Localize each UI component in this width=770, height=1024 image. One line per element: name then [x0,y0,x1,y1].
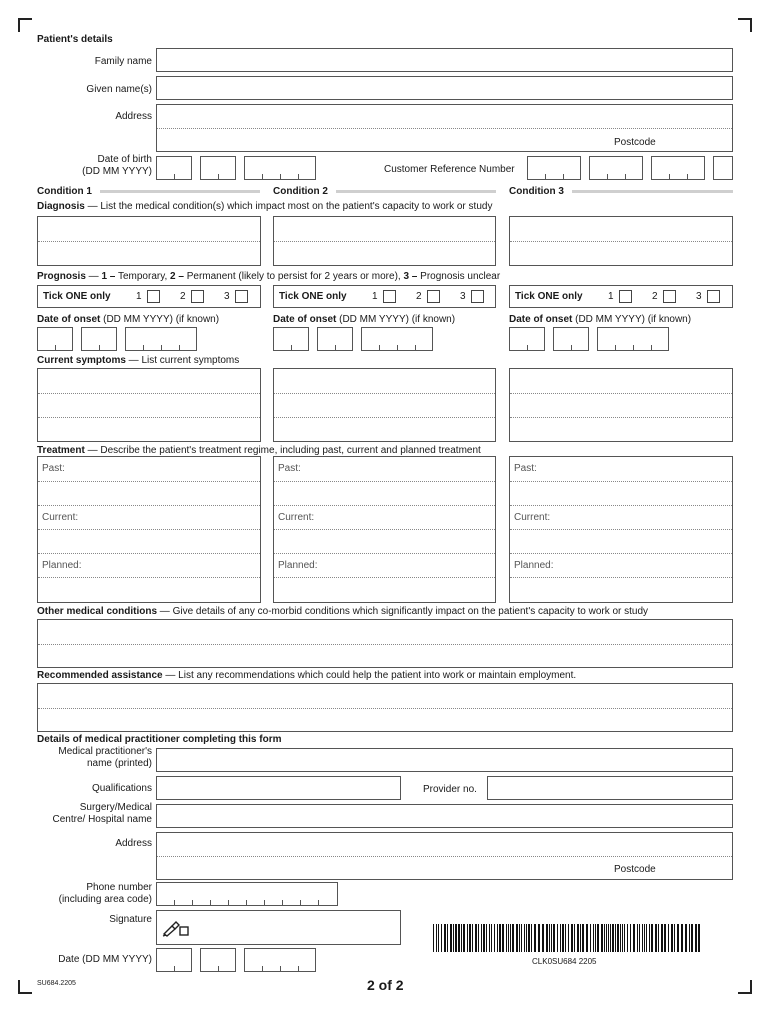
crn-field-1[interactable] [527,156,581,180]
barcode-bar [604,924,605,952]
prognosis-3-checkbox-3[interactable] [707,290,720,303]
recommended-field[interactable] [37,683,733,732]
prognosis-2-checkbox-1[interactable] [383,290,396,303]
barcode-bar [467,924,468,952]
prognosis-1-checkbox-3[interactable] [235,290,248,303]
barcode-bar [483,924,485,952]
barcode-bar [664,924,666,952]
barcode-bar [557,924,558,952]
barcode-bar [508,924,509,952]
diagnosis-title: Diagnosis [37,201,85,212]
surgery-field[interactable] [156,804,733,828]
treatment-current-label: Current: [278,512,315,523]
tick-option-2-label: 2 [652,291,658,302]
barcode-bar [491,924,492,952]
barcode-bar [521,924,522,952]
barcode-bar [642,924,643,952]
tick-one-label: Tick ONE only [279,291,347,302]
prognosis-tick-group-3 [509,285,733,308]
onset-2-day-field[interactable] [273,327,309,351]
barcode-bar [691,924,693,952]
barcode-bar [481,924,482,952]
barcode-bar [534,924,536,952]
diagnosis-field-1[interactable] [37,216,261,266]
barcode-bar [608,924,609,952]
dob-label [37,154,152,178]
barcode-bar [549,924,550,952]
barcode-bar [542,924,544,952]
treatment-past-label: Past: [278,463,301,474]
barcode-bar [444,924,446,952]
prognosis-title: Prognosis [37,271,86,282]
page-number: 2 of 2 [367,977,404,993]
given-names-label: Given name(s) [86,84,152,95]
practitioner-date-label: Date (DD MM YYYY) [58,954,152,965]
barcode-bar [580,924,581,952]
barcode-bar [441,924,442,952]
signature-field[interactable] [156,910,401,945]
recommended-instruction [37,670,576,681]
phone-label [30,882,152,906]
barcode-bar [677,924,679,952]
symptoms-instruction [37,355,239,366]
barcode-bar [453,924,454,952]
barcode-bar [463,924,465,952]
prognosis-instruction [37,271,500,282]
barcode-bar [568,924,569,952]
barcode-bar [651,924,653,952]
barcode-bar [494,924,495,952]
prognosis-tick-group-1 [37,285,261,308]
treatment-field-2[interactable] [273,456,496,603]
postcode-label: Postcode [614,137,656,148]
diagnosis-field-2[interactable] [273,216,496,266]
barcode-bar [674,924,675,952]
barcode-text: CLK0SU684 2205 [532,957,597,966]
barcode-bar [450,924,452,952]
onset-2-month-field[interactable] [317,327,353,351]
onset-desc: (DD MM YYYY) (if known) [572,314,692,325]
prognosis-sep: — [85,271,102,282]
barcode-bar [461,924,462,952]
pen-writing-icon [162,919,190,940]
barcode-bar [646,924,647,952]
corner-mark-bottom-left [18,980,32,994]
symptoms-field-1[interactable] [37,368,261,442]
prognosis-t1: Temporary, [115,271,171,282]
qualifications-label: Qualifications [91,783,152,794]
diagnosis-field-3[interactable] [509,216,733,266]
practitioner-postcode-label: Postcode [614,864,656,875]
recommended-title: Recommended assistance [37,670,163,681]
onset-1-month-field[interactable] [81,327,117,351]
dob-year-field[interactable] [244,156,316,180]
recommended-desc: — List any recommendations which could help the patient into work or maintain employment. [162,670,577,681]
diagnosis-instruction [37,201,492,212]
surgery-label [30,802,152,826]
phone-field[interactable] [156,882,338,906]
onset-title: Date of onset [273,314,337,325]
prognosis-t3: Prognosis unclear [417,271,501,282]
dob-month-field[interactable] [200,156,236,180]
treatment-current-label: Current: [42,512,79,523]
tick-option-2-label: 2 [416,291,422,302]
barcode-bar [597,924,599,952]
practitioner-address-label: Address [115,838,152,849]
surgery-label-line1: Surgery/Medical [79,802,152,813]
barcode-bar [622,924,623,952]
dob-label-line1: Date of birth [97,154,152,165]
barcode-bar [528,924,530,952]
barcode-bar [526,924,527,952]
symptoms-title: Current symptoms [37,355,126,366]
barcode-bar [458,924,460,952]
practitioner-name-label-line1: Medical practitioner's [58,746,152,757]
barcode-bar [615,924,616,952]
barcode-bar [606,924,607,952]
barcode-bar [695,924,697,952]
treatment-desc: — Describe the patient's treatment regime, including past, current and planned treatment [84,445,481,456]
barcode-bar [519,924,520,952]
treatment-title: Treatment [37,445,85,456]
surgery-label-line2: Centre/ Hospital name [52,814,152,825]
practitioner-date-day-field[interactable] [156,948,192,972]
barcode-bar [469,924,471,952]
barcode-bar [689,924,690,952]
onset-3-year-field[interactable] [597,327,669,351]
corner-mark-bottom-right [738,980,752,994]
barcode-bar [577,924,579,952]
onset-1-day-field[interactable] [37,327,73,351]
condition-2-rule [336,190,496,193]
treatment-current-label: Current: [514,512,551,523]
barcode-bar [658,924,659,952]
prognosis-1-checkbox-1[interactable] [147,290,160,303]
barcode-bar [698,924,700,952]
barcode-bar [502,924,504,952]
prognosis-2-checkbox-2[interactable] [427,290,440,303]
barcode-bar [436,924,437,952]
crn-label: Customer Reference Number [384,164,515,175]
barcode-bar [499,924,501,952]
barcode-bar [531,924,532,952]
prognosis-n3: 3 – [403,271,418,282]
prognosis-1-checkbox-2[interactable] [191,290,204,303]
barcode-bar [565,924,566,952]
treatment-past-label: Past: [42,463,65,474]
onset-3-month-field[interactable] [553,327,589,351]
barcode-bar [649,924,650,952]
symptoms-desc: — List current symptoms [125,355,240,366]
tick-option-1-label: 1 [372,291,378,302]
barcode-bar [455,924,457,952]
treatment-planned-label: Planned: [278,560,318,571]
barcode-bar [586,924,588,952]
barcode-bar [627,924,628,952]
condition-3-header: Condition 3 [509,186,564,197]
onset-desc: (DD MM YYYY) (if known) [100,314,220,325]
prognosis-3-checkbox-1[interactable] [619,290,632,303]
prognosis-2-checkbox-3[interactable] [471,290,484,303]
barcode-icon [433,924,703,952]
tick-option-3-label: 3 [696,291,702,302]
treatment-planned-label: Planned: [514,560,554,571]
treatment-planned-label: Planned: [42,560,82,571]
prognosis-t2: Permanent (likely to persist for 2 years or more), [183,271,404,282]
diagnosis-desc: — List the medical condition(s) which impact most on the patient's capacity to work or study [84,201,493,212]
barcode-bar [593,924,594,952]
signature-label: Signature [109,914,152,925]
practitioner-heading: Details of medical practitioner completing this form [37,734,282,745]
practitioner-name-field[interactable] [156,748,733,772]
barcode-bar [497,924,498,952]
barcode-bar [489,924,490,952]
tick-option-3-label: 3 [460,291,466,302]
barcode-bar [524,924,525,952]
barcode-bar [612,924,614,952]
barcode-bar [655,924,657,952]
crn-field-3[interactable] [651,156,705,180]
patient-details-heading: Patient's details [37,34,113,45]
practitioner-date-month-field[interactable] [200,948,236,972]
tick-option-1-label: 1 [136,291,142,302]
practitioner-date-year-field[interactable] [244,948,316,972]
tick-option-3-label: 3 [224,291,230,302]
treatment-instruction [37,445,481,456]
barcode-bar [475,924,477,952]
phone-label-line2: (including area code) [58,894,152,905]
barcode-bar [590,924,591,952]
onset-3-day-field[interactable] [509,327,545,351]
onset-label-1 [37,314,219,325]
onset-desc: (DD MM YYYY) (if known) [336,314,456,325]
barcode-bar [601,924,603,952]
barcode-bar [617,924,619,952]
barcode-bar [671,924,673,952]
barcode-bar [438,924,439,952]
tick-one-label: Tick ONE only [43,291,111,302]
dob-day-field[interactable] [156,156,192,180]
barcode-bar [560,924,561,952]
barcode-bar [610,924,611,952]
other-conditions-instruction [37,606,648,617]
prognosis-n1: 1 – [101,271,116,282]
given-names-field[interactable] [156,76,733,100]
family-name-label: Family name [94,56,152,67]
prognosis-3-checkbox-2[interactable] [663,290,676,303]
barcode-bar [562,924,564,952]
barcode-bar [472,924,473,952]
provider-label: Provider no. [423,784,477,795]
practitioner-name-label-line2: name (printed) [86,758,152,769]
barcode-bar [506,924,507,952]
barcode-bar [538,924,540,952]
provider-field[interactable] [487,776,733,800]
barcode-bar [546,924,548,952]
onset-2-year-field[interactable] [361,327,433,351]
onset-1-year-field[interactable] [125,327,197,351]
barcode-bar [478,924,479,952]
phone-label-line1: Phone number [86,882,152,893]
practitioner-name-label [30,746,152,770]
other-conditions-title: Other medical conditions [37,606,158,617]
condition-3-rule [572,190,733,193]
barcode-bar [571,924,573,952]
barcode-bar [516,924,518,952]
barcode-bar [510,924,511,952]
barcode-bar [553,924,555,952]
barcode-bar [637,924,638,952]
barcode-bar [574,924,575,952]
barcode-bar [630,924,631,952]
barcode-bar [668,924,669,952]
symptoms-field-3[interactable] [509,368,733,442]
corner-mark-top-right [738,18,752,32]
family-name-field[interactable] [156,48,733,72]
barcode-bar [661,924,663,952]
crn-field-4[interactable] [713,156,733,180]
form-code: SU684.2205 [37,980,76,987]
tick-option-1-label: 1 [608,291,614,302]
condition-1-header: Condition 1 [37,186,92,197]
treatment-field-1[interactable] [37,456,261,603]
onset-title: Date of onset [509,314,573,325]
barcode-bar [551,924,552,952]
other-conditions-desc: — Give details of any co-morbid conditions which significantly impact on the patient's capacity to work or study [157,606,649,617]
treatment-field-3[interactable] [509,456,733,603]
crn-field-2[interactable] [589,156,643,180]
onset-label-2 [273,314,455,325]
barcode-bar [624,924,625,952]
onset-label-3 [509,314,691,325]
barcode-bar [620,924,621,952]
barcode-bar [633,924,635,952]
barcode-bar [681,924,683,952]
barcode-bar [447,924,448,952]
barcode-bar [512,924,514,952]
onset-title: Date of onset [37,314,101,325]
treatment-past-label: Past: [514,463,537,474]
prognosis-n2: 2 – [170,271,184,282]
barcode-bar [433,924,434,952]
prognosis-tick-group-2 [273,285,496,308]
barcode-bar [639,924,640,952]
tick-one-label: Tick ONE only [515,291,583,302]
barcode-bar [685,924,687,952]
dob-label-line2: (DD MM YYYY) [82,166,152,177]
condition-1-rule [100,190,260,193]
other-conditions-field[interactable] [37,619,733,668]
qualifications-field[interactable] [156,776,401,800]
barcode-bar [486,924,487,952]
barcode-bar [595,924,596,952]
barcode-bar [644,924,645,952]
barcode-bar [582,924,584,952]
corner-mark-top-left [18,18,32,32]
tick-option-2-label: 2 [180,291,186,302]
symptoms-field-2[interactable] [273,368,496,442]
condition-2-header: Condition 2 [273,186,328,197]
address-label: Address [115,111,152,122]
